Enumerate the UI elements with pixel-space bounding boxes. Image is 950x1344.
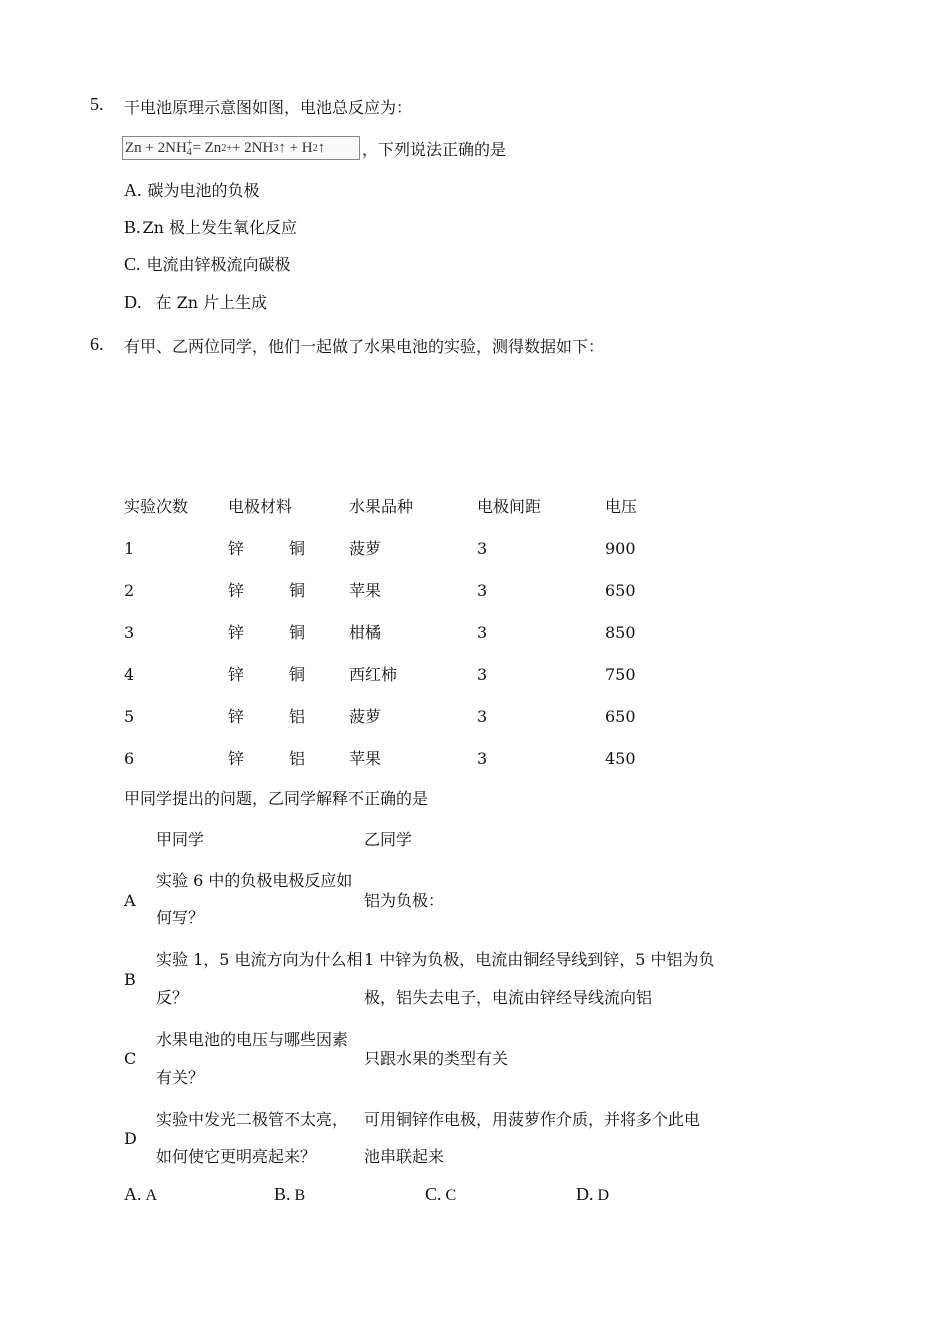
- cell-electrode-2: 铜: [289, 665, 306, 684]
- qa-jia-line: 实验 6 中的负极电极反应如: [156, 871, 353, 890]
- eq-part: Zn + 2NH: [125, 139, 187, 156]
- qa-jia-line: 有关？: [156, 1068, 205, 1087]
- qa-yi-line: 只跟水果的类型有关: [364, 1049, 509, 1068]
- cell-electrode-2: 铜: [289, 623, 306, 642]
- option-text: 在 Zn 片上生成: [155, 293, 268, 312]
- question-number-6: 6.: [90, 334, 104, 354]
- cell-distance: 3: [477, 749, 488, 768]
- cell-electrode-1: 锌: [228, 707, 245, 726]
- qa-jia-line: 水果电池的电压与哪些因素: [156, 1030, 349, 1049]
- eq-part: ↑ + H: [278, 139, 313, 156]
- answer-option-a[interactable]: [124, 1184, 157, 1206]
- cell-trial: 1: [124, 539, 135, 558]
- cell-voltage: 650: [605, 707, 636, 726]
- cell-voltage: 900: [605, 539, 636, 558]
- cell-electrode-1: 锌: [228, 581, 245, 600]
- question-6-prompt: 甲同学提出的问题，乙同学解释不正确的是: [124, 789, 429, 808]
- option-text: 电流由锌极流向碳极: [146, 255, 291, 274]
- option-text: C: [445, 1187, 457, 1204]
- header-voltage: 电压: [605, 497, 638, 516]
- qa-jia-line: 实验 1，5 电流方向为什么相: [156, 950, 363, 969]
- eq-part: = Zn: [192, 139, 222, 156]
- eq-sub: 4: [186, 147, 192, 158]
- qa-jia-line: 反？: [156, 988, 189, 1007]
- cell-electrode-1: 锌: [228, 665, 245, 684]
- qa-yi-line: 铝为负极：: [364, 891, 445, 910]
- reaction-equation-image: [122, 136, 360, 160]
- eq-sub: 3: [273, 142, 279, 154]
- cell-distance: 3: [477, 539, 488, 558]
- cell-distance: 3: [477, 623, 488, 642]
- question-5-stem: 干电池原理示意图如图，电池总反应为：: [124, 98, 413, 117]
- option-letter: D.: [124, 292, 142, 312]
- qa-yi-line: 池串联起来: [364, 1147, 445, 1166]
- cell-fruit: 苹果: [349, 581, 382, 600]
- question-5-stem-continued: ，下列说法正确的是: [362, 140, 507, 159]
- option-a[interactable]: [124, 180, 260, 201]
- cell-distance: 3: [477, 707, 488, 726]
- option-text: B: [294, 1187, 306, 1204]
- cell-electrode-2: 铜: [289, 581, 306, 600]
- cell-distance: 3: [477, 665, 488, 684]
- cell-voltage: 850: [605, 623, 636, 642]
- question-6-stem: 有甲、乙两位同学，他们一起做了水果电池的实验，测得数据如下：: [124, 337, 605, 356]
- cell-voltage: 750: [605, 665, 636, 684]
- cell-fruit: 菠萝: [349, 539, 382, 558]
- qa-letter: C: [124, 1049, 137, 1068]
- qa-yi-line: 极，铝失去电子，电流由锌经导线流向铝: [364, 988, 653, 1007]
- qa-jia-line: 实验中发光二极管不太亮，: [156, 1110, 349, 1129]
- option-letter: B.: [274, 1184, 291, 1204]
- eq-sup: 2+: [221, 142, 232, 154]
- option-letter: A.: [124, 1184, 142, 1204]
- option-letter: A.: [124, 180, 142, 200]
- cell-fruit: 柑橘: [349, 623, 382, 642]
- cell-electrode-2: 铝: [289, 749, 306, 768]
- cell-fruit: 菠萝: [349, 707, 382, 726]
- qa-jia-line: 何写？: [156, 908, 205, 927]
- question-number-5: 5.: [90, 94, 104, 114]
- option-letter: C.: [425, 1184, 442, 1204]
- eq-part: ↑: [317, 139, 326, 156]
- qa-jia-line: 如何使它更明亮起来？: [156, 1147, 317, 1166]
- eq-sub: 2: [312, 142, 318, 154]
- answer-option-d[interactable]: [576, 1184, 609, 1206]
- qa-yi-line: 可用铜锌作电极，用菠萝作介质，并将多个此电: [364, 1110, 701, 1129]
- qa-letter: D: [124, 1129, 137, 1148]
- option-text: A: [145, 1187, 158, 1204]
- header-distance: 电极间距: [477, 497, 542, 516]
- cell-trial: 5: [124, 707, 135, 726]
- cell-electrode-2: 铝: [289, 707, 306, 726]
- cell-trial: 6: [124, 749, 135, 768]
- cell-trial: 2: [124, 581, 135, 600]
- cell-distance: 3: [477, 581, 488, 600]
- cell-fruit: 苹果: [349, 749, 382, 768]
- eq-sup: +: [186, 138, 193, 149]
- option-b[interactable]: [124, 217, 297, 238]
- cell-electrode-2: 铜: [289, 539, 306, 558]
- option-text: Zn 极上发生氧化反应: [142, 218, 298, 237]
- qa-letter: B: [124, 970, 136, 989]
- qa-yi-line: 1 中锌为负极，电流由铜经导线到锌，5 中铝为负: [364, 950, 715, 969]
- cell-electrode-1: 锌: [228, 623, 245, 642]
- header-trial: 实验次数: [124, 497, 189, 516]
- cell-electrode-1: 锌: [228, 539, 245, 558]
- qa-letter: A: [124, 891, 136, 910]
- option-c[interactable]: [124, 254, 291, 275]
- header-fruit: 水果品种: [349, 497, 414, 516]
- option-letter: D.: [576, 1184, 594, 1204]
- option-d[interactable]: [124, 292, 267, 313]
- cell-voltage: 450: [605, 749, 636, 768]
- option-text: 碳为电池的负极: [147, 181, 260, 200]
- eq-part: + 2NH: [231, 139, 274, 156]
- cell-voltage: 650: [605, 581, 636, 600]
- option-text: D: [597, 1187, 610, 1204]
- cell-trial: 3: [124, 623, 135, 642]
- cell-electrode-1: 锌: [228, 749, 245, 768]
- cell-fruit: 西红柿: [349, 665, 398, 684]
- header-electrode: 电极材料: [228, 497, 293, 516]
- qa-header-yi: 乙同学: [364, 830, 413, 849]
- cell-trial: 4: [124, 665, 135, 684]
- option-letter: C.: [124, 254, 141, 274]
- answer-option-c[interactable]: [425, 1184, 456, 1206]
- option-letter: B.: [124, 217, 141, 237]
- answer-option-b[interactable]: [274, 1184, 305, 1206]
- qa-header-jia: 甲同学: [156, 830, 205, 849]
